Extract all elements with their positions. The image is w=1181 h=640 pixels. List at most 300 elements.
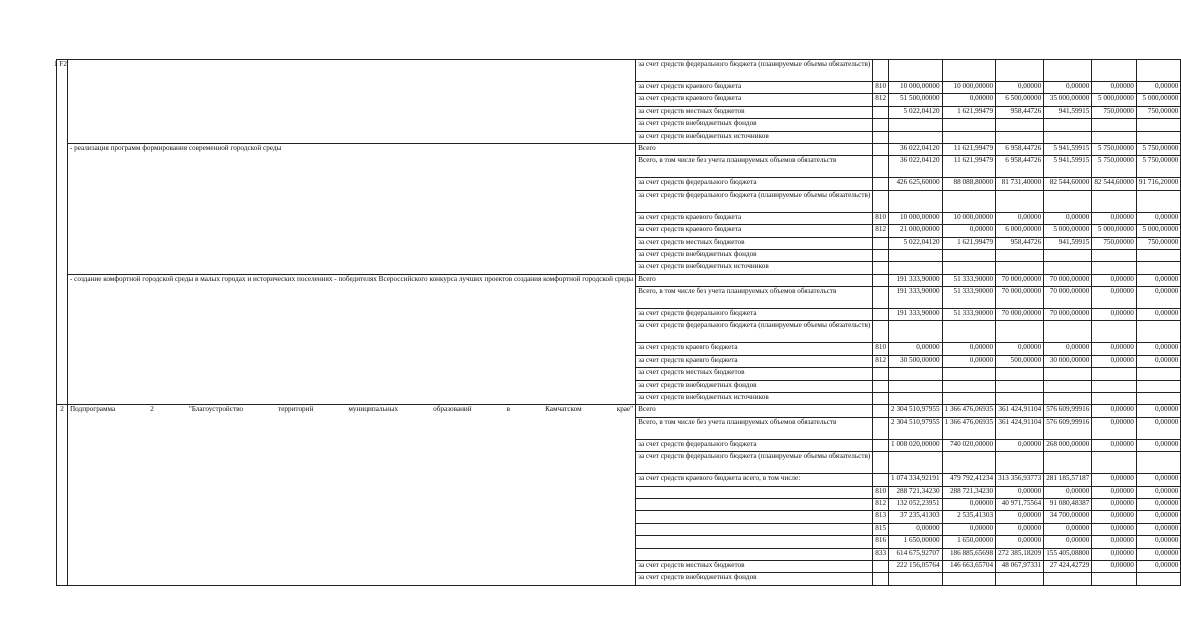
amount-cell — [996, 368, 1044, 380]
amount-cell — [942, 321, 996, 343]
amount-cell: 51 333,90000 — [942, 287, 996, 309]
amount-cell: 0,00000 — [1136, 486, 1181, 498]
amount-cell — [996, 573, 1044, 585]
amount-cell: 5 022,04120 — [889, 106, 943, 118]
funding-source-cell: Всего, в том числе без учета планируемых объемов обязательств — [636, 287, 873, 309]
measure-label-cell: Подпрограмма 2 "Благоустройство территорий муниципальных образований в Камчатском крае" — [67, 405, 635, 585]
amount-cell: 82 544,60000 — [1044, 178, 1092, 190]
amount-cell: 958,44726 — [996, 237, 1044, 249]
amount-cell: 0,00000 — [1044, 82, 1092, 94]
amount-cell: 5 750,00000 — [1092, 143, 1137, 155]
amount-cell: 313 356,93773 — [996, 474, 1044, 486]
amount-cell — [996, 452, 1044, 474]
amount-cell — [942, 119, 996, 131]
grbs-code-cell — [873, 262, 889, 274]
amount-cell: 81 731,40000 — [996, 178, 1044, 190]
amount-cell: 288 721,34230 — [942, 486, 996, 498]
amount-cell: 0,00000 — [1136, 498, 1181, 510]
grbs-code-cell: 812 — [873, 498, 889, 510]
amount-cell — [1044, 573, 1092, 585]
amount-cell: 51 500,00000 — [889, 94, 943, 106]
funding-source-cell — [636, 498, 873, 510]
amount-cell: 82 544,60000 — [1092, 178, 1137, 190]
amount-cell — [1092, 321, 1137, 343]
amount-cell — [942, 368, 996, 380]
amount-cell: 0,00000 — [1092, 474, 1137, 486]
amount-cell: 0,00000 — [1136, 405, 1181, 417]
amount-cell — [942, 60, 996, 82]
amount-cell: 36 022,04120 — [889, 143, 943, 155]
table-row — [57, 60, 1181, 82]
amount-cell: 0,00000 — [1092, 309, 1137, 321]
funding-source-cell: за счет средств краевого бюджета — [636, 94, 873, 106]
amount-cell: 0,00000 — [889, 523, 943, 535]
grbs-code-cell: 810 — [873, 82, 889, 94]
funding-source-cell: за счет средств федерального бюджета (планируемые объемы обязательств) — [636, 321, 873, 343]
amount-cell: 0,00000 — [1044, 486, 1092, 498]
amount-cell: 958,44726 — [996, 106, 1044, 118]
amount-cell — [889, 573, 943, 585]
funding-source-cell: за счет средств федерального бюджета (планируемые объемы обязательств) — [636, 190, 873, 212]
funding-source-cell — [636, 548, 873, 560]
amount-cell — [996, 321, 1044, 343]
amount-cell — [996, 262, 1044, 274]
amount-cell: 500,00000 — [996, 355, 1044, 367]
funding-source-cell: за счет средств краевго бюджета — [636, 343, 873, 355]
amount-cell: 6 958,44726 — [996, 156, 1044, 178]
amount-cell: 0,00000 — [1136, 355, 1181, 367]
amount-cell — [996, 131, 1044, 143]
amount-cell: 5 022,04120 — [889, 237, 943, 249]
amount-cell: 750,00000 — [1136, 237, 1181, 249]
amount-cell: 146 663,65704 — [942, 560, 996, 572]
grbs-code-cell — [873, 380, 889, 392]
amount-cell: 750,00000 — [1092, 237, 1137, 249]
amount-cell — [889, 131, 943, 143]
amount-cell — [1044, 60, 1092, 82]
grbs-code-cell — [873, 405, 889, 417]
amount-cell: 0,00000 — [1092, 498, 1137, 510]
funding-source-cell: за счет средств внебюджетных источников — [636, 262, 873, 274]
amount-cell: 576 609,99916 — [1044, 417, 1092, 439]
amount-cell: 614 675,92707 — [889, 548, 943, 560]
amount-cell: 1 650,00000 — [942, 536, 996, 548]
amount-cell — [996, 380, 1044, 392]
funding-source-cell: Всего — [636, 405, 873, 417]
amount-cell: 37 235,41303 — [889, 511, 943, 523]
grbs-code-cell — [873, 368, 889, 380]
amount-cell: 0,00000 — [1044, 212, 1092, 224]
amount-cell: 70 000,00000 — [996, 274, 1044, 286]
amount-cell: 0,00000 — [996, 486, 1044, 498]
amount-cell: 191 333,90000 — [889, 274, 943, 286]
amount-cell: 0,00000 — [1136, 536, 1181, 548]
amount-cell: 740 020,00000 — [942, 439, 996, 451]
amount-cell: 0,00000 — [1136, 439, 1181, 451]
amount-cell: 10 000,00000 — [889, 212, 943, 224]
amount-cell: 91 080,48387 — [1044, 498, 1092, 510]
funding-source-cell: за счет средств внебюджетных фондов — [636, 573, 873, 585]
amount-cell: 1 366 476,06935 — [942, 417, 996, 439]
amount-cell: 10 000,00000 — [889, 82, 943, 94]
amount-cell: 155 405,08800 — [1044, 548, 1092, 560]
amount-cell — [942, 131, 996, 143]
funding-source-cell: за счет средств местных бюджетов — [636, 560, 873, 572]
amount-cell: 0,00000 — [1092, 486, 1137, 498]
amount-cell: 479 792,41234 — [942, 474, 996, 486]
amount-cell: 0,00000 — [1136, 343, 1181, 355]
amount-cell: 5 750,00000 — [1092, 156, 1137, 178]
amount-cell — [996, 60, 1044, 82]
amount-cell: 0,00000 — [1044, 523, 1092, 535]
grbs-code-cell: 815 — [873, 523, 889, 535]
amount-cell: 70 000,00000 — [996, 309, 1044, 321]
grbs-code-cell: 813 — [873, 511, 889, 523]
amount-cell: 5 000,00000 — [1136, 94, 1181, 106]
amount-cell — [1044, 321, 1092, 343]
amount-cell: 88 088,80000 — [942, 178, 996, 190]
amount-cell — [889, 452, 943, 474]
amount-cell — [889, 119, 943, 131]
amount-cell — [1092, 60, 1137, 82]
grbs-code-cell — [873, 178, 889, 190]
amount-cell — [942, 452, 996, 474]
funding-source-cell: Всего, в том числе без учета планируемых объемов обязательств — [636, 417, 873, 439]
amount-cell — [1136, 262, 1181, 274]
funding-source-cell: за счет средств внебюджетных фондов — [636, 249, 873, 261]
amount-cell: 0,00000 — [1092, 548, 1137, 560]
amount-cell — [1092, 393, 1137, 405]
section-code-label: 1 F2 — [54, 60, 67, 68]
amount-cell: 0,00000 — [1136, 274, 1181, 286]
amount-cell: 0,00000 — [942, 343, 996, 355]
funding-source-cell — [636, 523, 873, 535]
amount-cell: 0,00000 — [1092, 212, 1137, 224]
amount-cell — [942, 249, 996, 261]
amount-cell: 361 424,91104 — [996, 405, 1044, 417]
amount-cell: 91 716,20000 — [1136, 178, 1181, 190]
amount-cell: 51 333,90000 — [942, 274, 996, 286]
amount-cell: 0,00000 — [942, 498, 996, 510]
grbs-code-cell — [873, 452, 889, 474]
subprogram-number-cell: 2 — [57, 405, 68, 585]
amount-cell — [1136, 249, 1181, 261]
amount-cell: 0,00000 — [1092, 355, 1137, 367]
amount-cell: 0,00000 — [1092, 511, 1137, 523]
amount-cell: 6 000,00000 — [996, 225, 1044, 237]
funding-source-cell: за счет средств краевго бюджета — [636, 355, 873, 367]
amount-cell: 132 052,23951 — [889, 498, 943, 510]
amount-cell: 40 971,75564 — [996, 498, 1044, 510]
amount-cell: 0,00000 — [1092, 523, 1137, 535]
amount-cell: 0,00000 — [942, 225, 996, 237]
amount-cell: 51 333,90000 — [942, 309, 996, 321]
amount-cell — [1092, 262, 1137, 274]
amount-cell: 0,00000 — [942, 523, 996, 535]
grbs-code-cell — [873, 274, 889, 286]
amount-cell: 11 621,99479 — [942, 156, 996, 178]
amount-cell — [942, 393, 996, 405]
funding-source-cell: за счет средств федерального бюджета — [636, 439, 873, 451]
amount-cell — [996, 119, 1044, 131]
amount-cell: 191 333,90000 — [889, 309, 943, 321]
amount-cell — [1136, 573, 1181, 585]
amount-cell: 5 000,00000 — [1092, 94, 1137, 106]
grbs-code-cell — [873, 237, 889, 249]
funding-source-cell: за счет средств федерального бюджета (планируемые объемы обязательств) — [636, 60, 873, 82]
amount-cell — [1044, 452, 1092, 474]
grbs-code-cell — [873, 287, 889, 309]
amount-cell: 0,00000 — [1136, 560, 1181, 572]
amount-cell: 6 500,00000 — [996, 94, 1044, 106]
amount-cell — [889, 380, 943, 392]
amount-cell: 0,00000 — [1092, 417, 1137, 439]
table-row — [57, 274, 1181, 286]
amount-cell: 0,00000 — [1136, 417, 1181, 439]
amount-cell — [1136, 393, 1181, 405]
grbs-code-cell: 812 — [873, 225, 889, 237]
amount-cell: 2 304 510,97955 — [889, 405, 943, 417]
grbs-code-cell — [873, 156, 889, 178]
amount-cell — [942, 262, 996, 274]
funding-source-cell: за счет средств внебюджетных фондов — [636, 380, 873, 392]
amount-cell: 34 700,00000 — [1044, 511, 1092, 523]
amount-cell — [1092, 452, 1137, 474]
amount-cell: 268 000,00000 — [1044, 439, 1092, 451]
amount-cell — [1136, 119, 1181, 131]
amount-cell: 186 885,65698 — [942, 548, 996, 560]
amount-cell: 1 008 020,00000 — [889, 439, 943, 451]
funding-source-cell — [636, 536, 873, 548]
amount-cell — [889, 262, 943, 274]
amount-cell: 5 000,00000 — [1092, 225, 1137, 237]
amount-cell — [1136, 368, 1181, 380]
amount-cell: 35 000,00000 — [1044, 94, 1092, 106]
amount-cell: 281 185,57187 — [1044, 474, 1092, 486]
grbs-code-cell — [873, 560, 889, 572]
amount-cell: 0,00000 — [1136, 309, 1181, 321]
amount-cell: 1 621,99479 — [942, 106, 996, 118]
amount-cell — [1136, 452, 1181, 474]
amount-cell: 0,00000 — [1136, 212, 1181, 224]
amount-cell: 30 500,00000 — [889, 355, 943, 367]
amount-cell: 70 000,00000 — [1044, 309, 1092, 321]
funding-source-cell: за счет средств краевого бюджета — [636, 212, 873, 224]
amount-cell: 1 621,99479 — [942, 237, 996, 249]
amount-cell: 5 750,00000 — [1136, 156, 1181, 178]
grbs-code-cell: 810 — [873, 486, 889, 498]
measure-label-cell-empty — [67, 60, 635, 144]
amount-cell: 1 074 334,92191 — [889, 474, 943, 486]
funding-source-cell: за счет средств внебюджетных источников — [636, 131, 873, 143]
amount-cell: 0,00000 — [1136, 523, 1181, 535]
funding-source-cell: Всего — [636, 143, 873, 155]
amount-cell: 0,00000 — [996, 536, 1044, 548]
funding-source-cell: за счет средств федерального бюджета (планируемые объемы обязательств) — [636, 452, 873, 474]
measure-label-cell: - создание комфортной городской среды в малых городах и исторических поселениях - победителях Всероссийского конкурса лучших проектов создания комфортной городской среды — [67, 274, 635, 405]
amount-cell — [942, 190, 996, 212]
amount-cell: 0,00000 — [1044, 343, 1092, 355]
amount-cell: 0,00000 — [1136, 511, 1181, 523]
funding-source-cell — [636, 486, 873, 498]
amount-cell: 1 650,00000 — [889, 536, 943, 548]
grbs-code-cell — [873, 60, 889, 82]
grbs-code-cell: 812 — [873, 355, 889, 367]
funding-source-cell: за счет средств федерального бюджета — [636, 178, 873, 190]
grbs-code-cell — [873, 417, 889, 439]
amount-cell — [1092, 190, 1137, 212]
table-row — [57, 405, 1181, 417]
amount-cell: 0,00000 — [1092, 82, 1137, 94]
amount-cell: 0,00000 — [1136, 548, 1181, 560]
amount-cell: 0,00000 — [996, 212, 1044, 224]
funding-source-cell: за счет средств краевого бюджета — [636, 82, 873, 94]
table-row — [57, 143, 1181, 155]
grbs-code-cell: 812 — [873, 94, 889, 106]
amount-cell: 21 000,00000 — [889, 225, 943, 237]
amount-cell: 426 625,60000 — [889, 178, 943, 190]
amount-cell: 10 000,00000 — [942, 82, 996, 94]
amount-cell — [1136, 321, 1181, 343]
amount-cell: 30 000,00000 — [1044, 355, 1092, 367]
amount-cell: 0,00000 — [1092, 287, 1137, 309]
amount-cell — [1092, 131, 1137, 143]
amount-cell — [1044, 249, 1092, 261]
grbs-code-cell — [873, 106, 889, 118]
amount-cell: 0,00000 — [942, 355, 996, 367]
amount-cell — [1044, 131, 1092, 143]
amount-cell — [1136, 190, 1181, 212]
amount-cell: 5 941,59915 — [1044, 143, 1092, 155]
funding-source-cell: Всего — [636, 274, 873, 286]
amount-cell — [889, 190, 943, 212]
grbs-code-cell — [873, 131, 889, 143]
amount-cell: 0,00000 — [1092, 343, 1137, 355]
amount-cell: 5 941,59915 — [1044, 156, 1092, 178]
amount-cell: 0,00000 — [996, 343, 1044, 355]
amount-cell: 10 000,00000 — [942, 212, 996, 224]
amount-cell: 2 304 510,97955 — [889, 417, 943, 439]
amount-cell — [942, 380, 996, 392]
amount-cell: 750,00000 — [1136, 106, 1181, 118]
grbs-code-cell — [873, 119, 889, 131]
grbs-code-cell — [873, 474, 889, 486]
amount-cell — [1044, 262, 1092, 274]
amount-cell: 0,00000 — [996, 511, 1044, 523]
grbs-code-cell — [873, 249, 889, 261]
funding-source-cell: за счет средств местных бюджетов — [636, 106, 873, 118]
amount-cell: 70 000,00000 — [996, 287, 1044, 309]
amount-cell: 0,00000 — [1136, 287, 1181, 309]
grbs-code-cell — [873, 143, 889, 155]
amount-cell: 48 067,97331 — [996, 560, 1044, 572]
amount-cell — [1044, 368, 1092, 380]
amount-cell: 0,00000 — [1092, 405, 1137, 417]
grbs-code-cell: 810 — [873, 343, 889, 355]
amount-cell: 2 535,41303 — [942, 511, 996, 523]
amount-cell: 361 424,91104 — [996, 417, 1044, 439]
amount-cell: 0,00000 — [1092, 560, 1137, 572]
amount-cell — [1136, 131, 1181, 143]
grbs-code-cell: 810 — [873, 212, 889, 224]
amount-cell: 0,00000 — [996, 523, 1044, 535]
amount-cell — [889, 393, 943, 405]
amount-cell — [996, 393, 1044, 405]
amount-cell — [1044, 380, 1092, 392]
amount-cell — [1136, 380, 1181, 392]
grbs-code-cell: 833 — [873, 548, 889, 560]
funding-source-cell: за счет средств местных бюджетов — [636, 237, 873, 249]
amount-cell: 0,00000 — [942, 94, 996, 106]
amount-cell — [942, 573, 996, 585]
amount-cell: 5 000,00000 — [1044, 225, 1092, 237]
amount-cell: 576 609,99916 — [1044, 405, 1092, 417]
amount-cell — [889, 249, 943, 261]
amount-cell: 6 958,44726 — [996, 143, 1044, 155]
funding-source-cell: за счет средств местных бюджетов — [636, 368, 873, 380]
grbs-code-cell: 816 — [873, 536, 889, 548]
grbs-code-cell — [873, 321, 889, 343]
grbs-code-cell — [873, 573, 889, 585]
grbs-code-cell — [873, 190, 889, 212]
amount-cell — [1092, 119, 1137, 131]
funding-source-cell: Всего, в том числе без учета планируемых объемов обязательств — [636, 156, 873, 178]
amount-cell: 941,59915 — [1044, 106, 1092, 118]
grbs-code-cell — [873, 439, 889, 451]
amount-cell: 70 000,00000 — [1044, 287, 1092, 309]
amount-cell — [1092, 380, 1137, 392]
amount-cell — [1136, 60, 1181, 82]
amount-cell: 0,00000 — [889, 343, 943, 355]
amount-cell — [1044, 119, 1092, 131]
amount-cell: 11 621,99479 — [942, 143, 996, 155]
amount-cell: 222 156,05764 — [889, 560, 943, 572]
section-code-cell — [54, 60, 68, 405]
amount-cell — [1092, 368, 1137, 380]
amount-cell: 0,00000 — [996, 82, 1044, 94]
funding-source-cell: за счет средств внебюджетных фондов — [636, 119, 873, 131]
amount-cell — [996, 190, 1044, 212]
amount-cell: 941,59915 — [1044, 237, 1092, 249]
amount-cell — [889, 60, 943, 82]
funding-source-cell: за счет средств краевого бюджета — [636, 225, 873, 237]
grbs-code-cell — [873, 309, 889, 321]
funding-source-cell: за счет средств внебюджетных источников — [636, 393, 873, 405]
amount-cell: 27 424,42729 — [1044, 560, 1092, 572]
amount-cell: 0,00000 — [1092, 439, 1137, 451]
amount-cell — [1044, 190, 1092, 212]
amount-cell: 272 385,18209 — [996, 548, 1044, 560]
funding-source-cell: за счет средств федерального бюджета — [636, 309, 873, 321]
amount-cell: 0,00000 — [1092, 274, 1137, 286]
amount-cell: 70 000,00000 — [1044, 274, 1092, 286]
amount-cell: 1 366 476,06935 — [942, 405, 996, 417]
amount-cell: 0,00000 — [1044, 536, 1092, 548]
amount-cell: 0,00000 — [1136, 82, 1181, 94]
amount-cell: 5 000,00000 — [1136, 225, 1181, 237]
amount-cell — [889, 368, 943, 380]
amount-cell — [996, 249, 1044, 261]
grbs-code-cell — [873, 393, 889, 405]
funding-source-cell: за счет средств краевого бюджета всего, в том числе: — [636, 474, 873, 486]
funding-table — [56, 59, 1181, 586]
measure-label-cell: - реализация программ формирования современной городской среды — [67, 143, 635, 274]
amount-cell — [1092, 249, 1137, 261]
amount-cell — [1044, 393, 1092, 405]
amount-cell — [1092, 573, 1137, 585]
amount-cell: 0,00000 — [996, 439, 1044, 451]
amount-cell: 191 333,90000 — [889, 287, 943, 309]
